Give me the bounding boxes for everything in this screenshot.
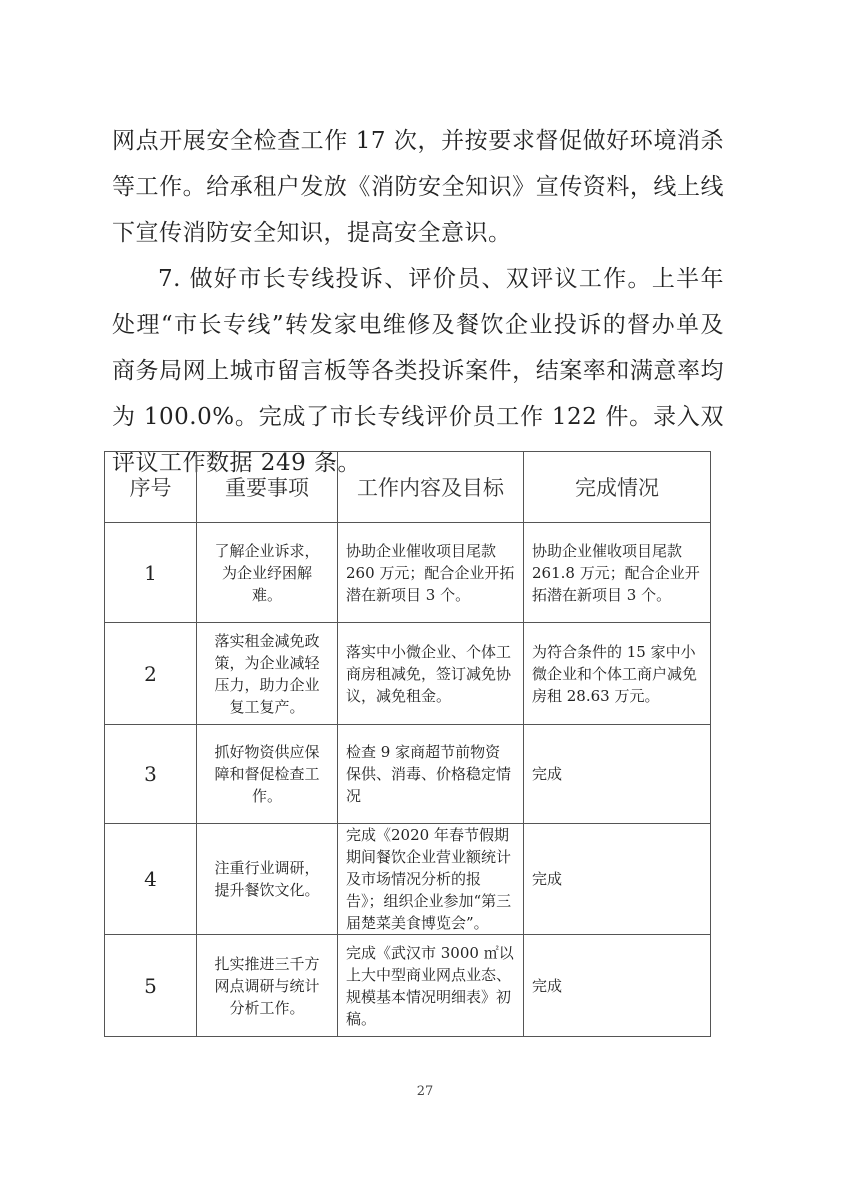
table-row <box>105 523 711 623</box>
row-number: 4 <box>105 824 197 935</box>
header-index: 序号 <box>105 452 197 523</box>
table-row <box>105 935 711 1037</box>
row-content: 完成《武汉市 3000 ㎡以上大中型商业网点业态、规模基本情况明细表》初稿。 <box>338 935 524 1037</box>
table-header-row <box>105 452 711 523</box>
work-table <box>104 451 711 1037</box>
header-status: 完成情况 <box>524 452 711 523</box>
row-status: 完成 <box>524 935 711 1037</box>
header-matter: 重要事项 <box>197 452 338 523</box>
table-row <box>105 623 711 725</box>
row-content: 落实中小微企业、个体工商房租减免，签订减免协议，减免租金。 <box>338 623 524 725</box>
row-content: 协助企业催收项目尾款 260 万元；配合企业开拓潜在新项目 3 个。 <box>338 523 524 623</box>
table-row <box>105 725 711 824</box>
row-matter: 了解企业诉求，为企业纾困解难。 <box>197 523 338 623</box>
row-matter: 落实租金减免政策，为企业减轻压力，助力企业复工复产。 <box>197 623 338 725</box>
row-number: 5 <box>105 935 197 1037</box>
row-content: 完成《2020 年春节假期期间餐饮企业营业额统计及市场情况分析的报告》；组织企业参加“第三届楚菜美食博览会”。 <box>338 824 524 935</box>
body-text <box>112 118 724 486</box>
row-status: 协助企业催收项目尾款 261.8 万元；配合企业开拓潜在新项目 3 个。 <box>524 523 711 623</box>
row-matter: 扎实推进三千方网点调研与统计分析工作。 <box>197 935 338 1037</box>
row-number: 2 <box>105 623 197 725</box>
row-status: 为符合条件的 15 家中小微企业和个体工商户减免房租 28.63 万元。 <box>524 623 711 725</box>
page-number: 27 <box>416 1084 434 1099</box>
paragraph-continuation: 网点开展安全检查工作 17 次，并按要求督促做好环境消杀等工作。给承租户发放《消防安全知识》宣传资料，线上线下宣传消防安全知识，提高安全意识。 <box>112 128 724 246</box>
row-matter: 抓好物资供应保障和督促检查工作。 <box>197 725 338 824</box>
table-row <box>105 824 711 935</box>
row-number: 1 <box>105 523 197 623</box>
header-content: 工作内容及目标 <box>338 452 524 523</box>
paragraph-item-7: 7. 做好市长专线投诉、评价员、双评议工作。上半年处理“市长专线”转发家电维修及餐饮企业投诉的督办单及商务局网上城市留言板等各类投诉案件，结案率和满意率均为 100.0%。完成了市长专线评价员工作 122 件。录入双评议工作数据 249 条。 <box>112 266 724 476</box>
row-content: 检查 9 家商超节前物资保供、消毒、价格稳定情况 <box>338 725 524 824</box>
row-number: 3 <box>105 725 197 824</box>
row-matter: 注重行业调研，提升餐饮文化。 <box>197 824 338 935</box>
row-status: 完成 <box>524 824 711 935</box>
row-status: 完成 <box>524 725 711 824</box>
